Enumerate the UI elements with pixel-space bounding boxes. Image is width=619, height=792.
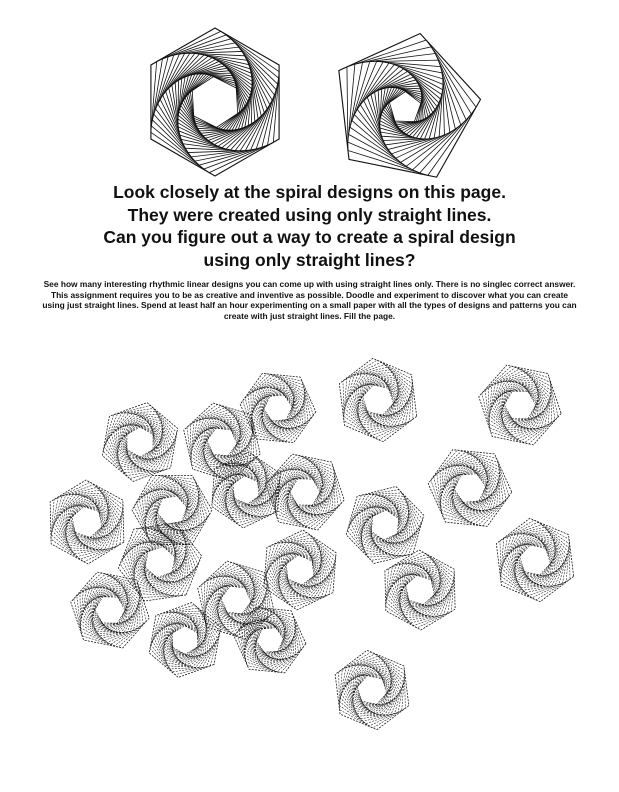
hexagon-spiral-illustration [140,22,290,182]
tessellated-spiral-pattern [0,340,619,760]
heading-line: Look closely at the spiral designs on this page. [113,182,506,202]
heading-line: They were created using only straight lines. [127,204,492,225]
heading-line: Can you figure out a way to create a spiral design [103,227,516,247]
page-heading [0,181,619,271]
heading-line: using only straight lines? [203,249,416,270]
pentagon-spiral-illustration [325,30,485,180]
assignment-instructions: See how many interesting rhythmic linear designs you can come up with using straight lines only. There is no singlec correct answer. This assignment requires you to be as creative and inventive as possible. Doodle and experiment to discover what you can create using just straight lines. Spend at least half an hour experimenting on a small paper with all the types of designs and patterns you can create with just straight lines. Fill the page. [42,279,577,321]
